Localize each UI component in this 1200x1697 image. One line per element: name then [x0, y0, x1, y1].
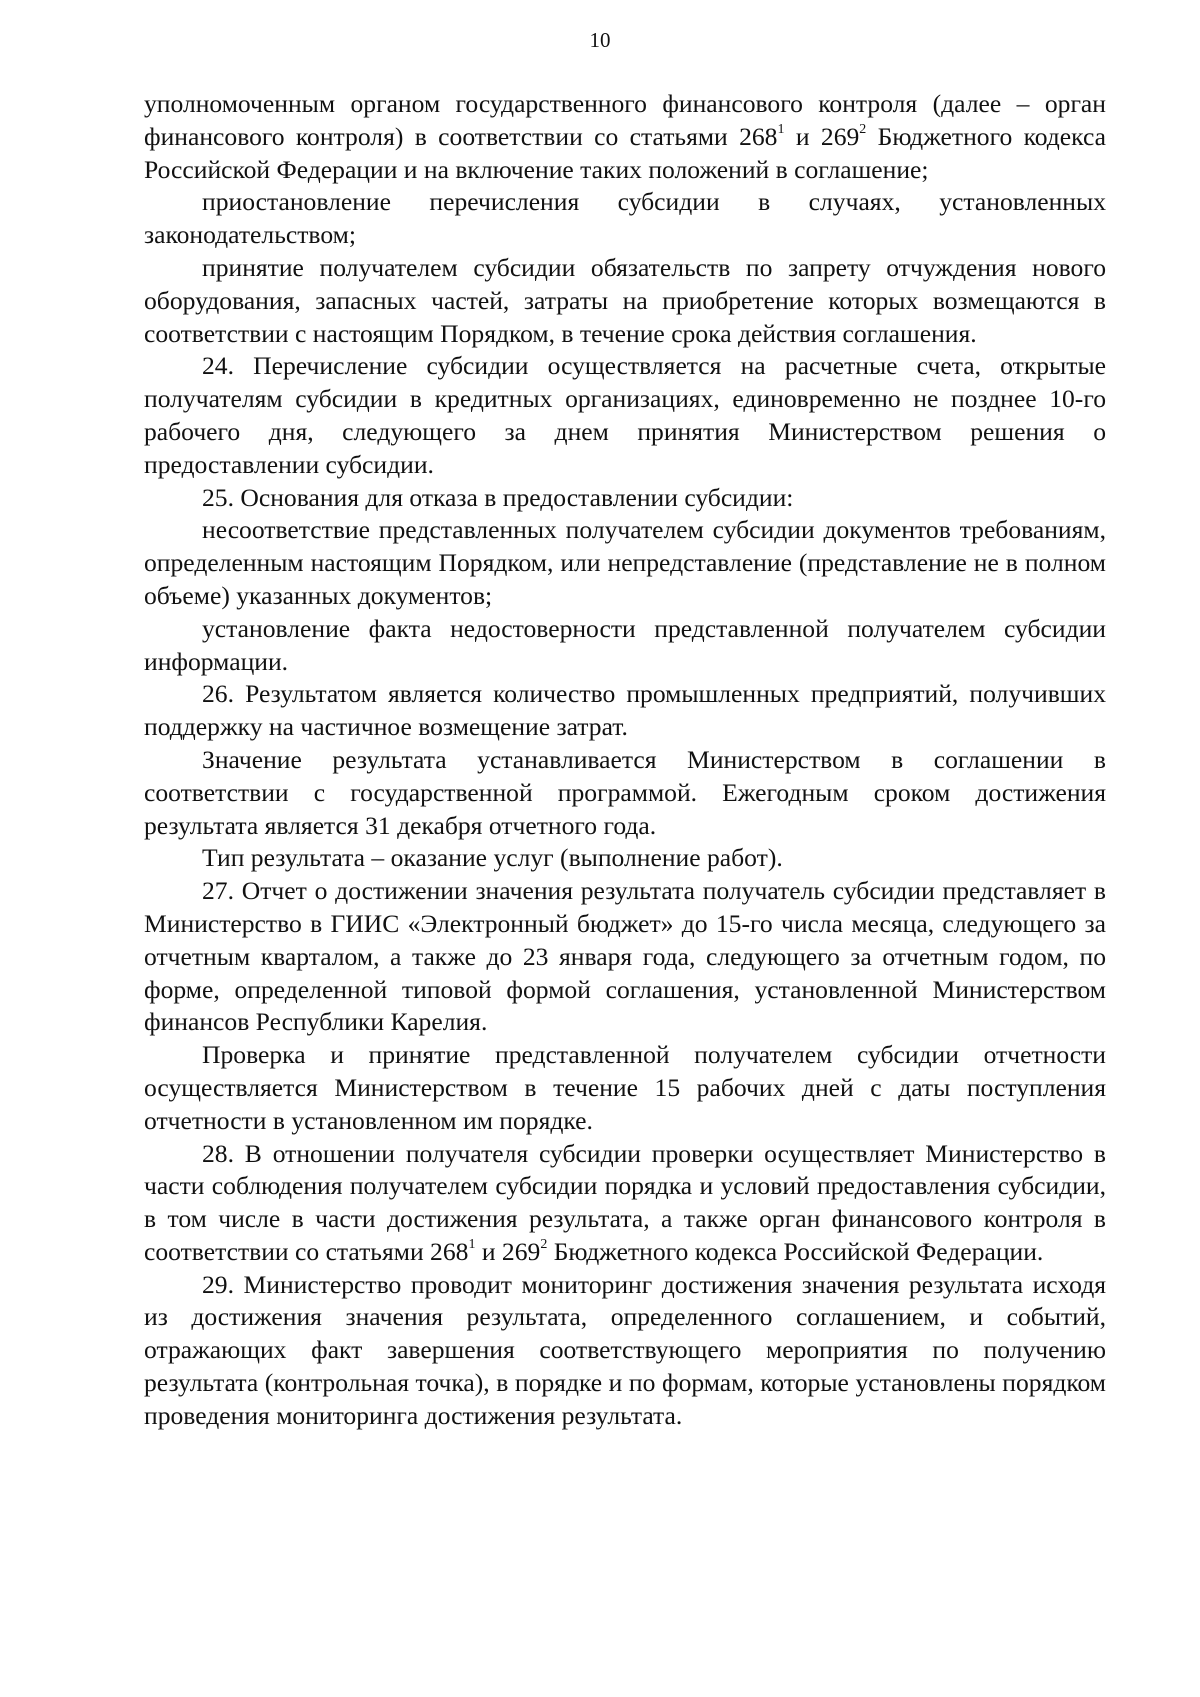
paragraph: [144, 842, 1106, 875]
paragraph: [144, 1138, 1106, 1269]
paragraph: [144, 186, 1106, 252]
paragraph-text: приостановление перечисления субсидии в случаях, установленных законодательством;: [144, 187, 1106, 250]
superscript: 1: [468, 1237, 476, 1253]
paragraph-text: 29. Министерство проводит мониторинг достижения значения результата исходя из достижения значения результата, определенного соглашением, и событий, отражающих факт завершения соответствующего мероприятия по получению результата (контрольная точка), в порядке и по формам, которые установлены порядком проведения мониторинга достижения результата.: [144, 1269, 1106, 1430]
paragraph: [144, 1269, 1106, 1433]
paragraph-text: 26. Результатом является количество промышленных предприятий, получивших поддержку на частичное возмещение затрат.: [144, 679, 1106, 742]
paragraph: [144, 678, 1106, 744]
paragraph-text: и 269: [475, 1236, 541, 1266]
paragraph-text: Значение результата устанавливается Министерством в соглашении в соответствии с государственной программой. Ежегодным сроком достижения результата является 31 декабря отчетного года.: [144, 744, 1106, 840]
paragraph: [144, 482, 1106, 515]
paragraph: [144, 514, 1106, 612]
paragraph-text: Бюджетного кодекса Российской Федерации.: [547, 1236, 1044, 1266]
superscript: 1: [777, 122, 785, 138]
paragraph: [144, 613, 1106, 679]
paragraph-text: 27. Отчет о достижении значения результата получатель субсидии представляет в Министерство в ГИИС «Электронный бюджет» до 15-го числа месяца, следующего за отчетным кварталом, а также до 23 января года, следующего за отчетным годом, по форме, определенной типовой формой соглашения, установленной Министерством финансов Республики Карелия.: [144, 876, 1106, 1037]
paragraph-text: несоответствие представленных получателем субсидии документов требованиям, определенным настоящим Порядком, или непредставление (представление не в полном объеме) указанных документов;: [144, 515, 1106, 610]
document-body: [144, 88, 1106, 1433]
paragraph: [144, 1039, 1106, 1137]
paragraph-text: принятие получателем субсидии обязательств по запрету отчуждения нового оборудования, запасных частей, затраты на приобретение которых возмещаются в соответствии с настоящим Порядком, в течение срока действия соглашения.: [144, 252, 1106, 348]
paragraph-text: 28. В отношении получателя субсидии проверки осуществляет Министерство в части соблюдения получателем субсидии порядка и условий предоставления субсидии, в том числе в части достижения результата, а также орган финансового контроля в соответствии со статьями 268: [144, 1138, 1106, 1266]
paragraph: [144, 350, 1106, 481]
paragraph-text: и 269: [784, 121, 860, 151]
paragraph: [144, 88, 1106, 186]
paragraph-text: Проверка и принятие представленной получателем субсидии отчетности осуществляется Министерством в течение 15 рабочих дней с даты поступления отчетности в установленном им порядке.: [144, 1040, 1106, 1135]
paragraph-text: уполномоченным органом государственного финансового контроля (далее – орган финансового контроля) в соответствии со статьями 268: [144, 89, 1106, 151]
superscript: 2: [859, 122, 867, 138]
superscript: 2: [540, 1237, 548, 1253]
paragraph-text: 24. Перечисление субсидии осуществляется на расчетные счета, открытые получателям субсидии в кредитных организациях, единовременно не позднее 10-го рабочего дня, следующего за днем принятия Министерством решения о предоставлении субсидии.: [144, 351, 1106, 479]
paragraph: [144, 875, 1106, 1039]
paragraph-text: Бюджетного кодекса Российской Федерации и на включение таких положений в соглашение;: [144, 121, 1106, 184]
page-number: 10: [589, 28, 611, 52]
paragraph: [144, 252, 1106, 350]
paragraph-text: Тип результата – оказание услуг (выполнение работ).: [202, 843, 783, 873]
paragraph-text: установление факта недостоверности представленной получателем субсидии информации.: [144, 613, 1106, 676]
paragraph: [144, 744, 1106, 842]
paragraph-text: 25. Основания для отказа в предоставлении субсидии:: [202, 482, 794, 512]
